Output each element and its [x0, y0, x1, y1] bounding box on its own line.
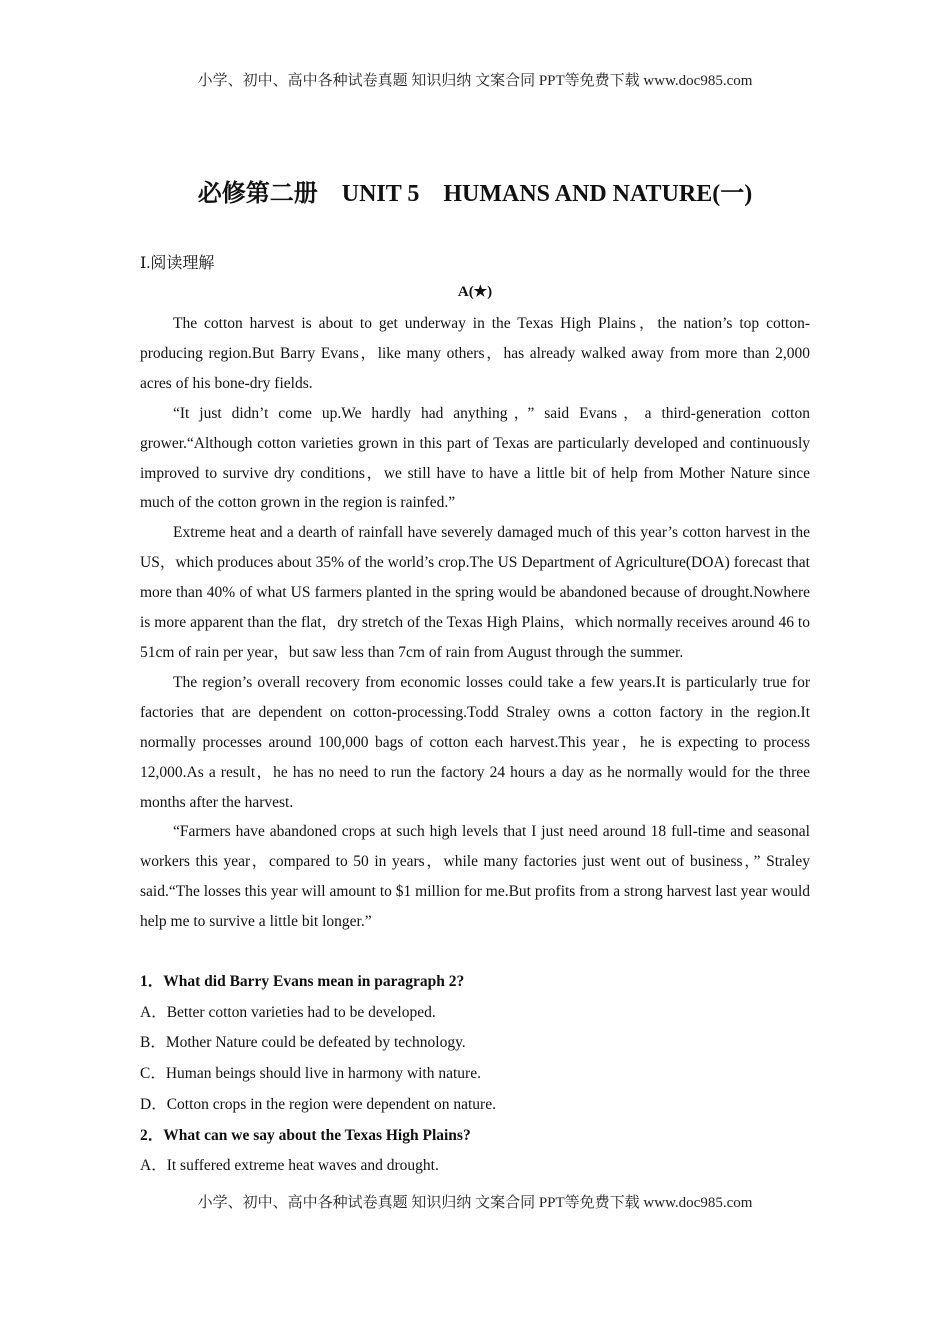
paragraph: The region’s overall recovery from economic losses could take a few years.It is particularly true for factories that are dependent on cotton-processing.Todd Straley owns a cotton factory in the region.It normally processes around 100,000 bags of cotton each harvest.This year，he is expecting to process 12,000.As a result，he has no need to run the factory 24 hours a day as he normally would for the three months after the harvest.	[140, 673, 810, 811]
page-title: 必修第二册 UNIT 5 HUMANS AND NATURE(一)	[197, 181, 753, 207]
paragraph: “It just didn’t come up.We hardly had anything，” said Evans，a third-generation cotton grower.“Although cotton varieties grown in this part of Texas are particularly developed and continuously improved to survive dry conditions，we still have to have a little bit of help from Mother Nature since much of the cotton grown in the region is rainfed.”	[140, 404, 810, 512]
page-footer: 小学、初中、高中各种试卷真题 知识归纳 文案合同 PPT等免费下载 www.doc985.com	[197, 1195, 753, 1211]
answer-option: D．Cotton crops in the region were dependent on nature.	[140, 1095, 496, 1113]
passage-label: A(★)	[457, 284, 493, 300]
answer-option: A．It suffered extreme heat waves and drought.	[140, 1157, 439, 1175]
answer-option: C．Human beings should live in harmony with nature.	[140, 1065, 481, 1083]
question-list	[140, 967, 810, 1182]
section-heading: Ⅰ.阅读理解	[140, 255, 215, 272]
answer-option: B．Mother Nature could be defeated by technology.	[140, 1034, 466, 1052]
paragraph: The cotton harvest is about to get underway in the Texas High Plains，the nation’s top cotton-producing region.But Barry Evans，like many others，has already walked away from more than 2,000 acres of his bone-dry fields.	[140, 315, 810, 392]
paragraph: “Farmers have abandoned crops at such high levels that I just need around 18 full-time and seasonal workers this year，compared to 50 in years，while many factories just went out of business，” Straley said.“The losses this year will amount to $1 million for me.But profits from a strong harvest last year would help me to survive a little bit longer.”	[140, 823, 810, 931]
question-stem: 2．What can we say about the Texas High Plains?	[140, 1126, 471, 1144]
passage-body	[140, 309, 810, 937]
answer-option: A．Better cotton varieties had to be developed.	[140, 1003, 436, 1021]
question-stem: 1．What did Barry Evans mean in paragraph 2?	[140, 973, 465, 990]
paragraph: Extreme heat and a dearth of rainfall have severely damaged much of this year’s cotton harvest in the US，which produces about 35% of the world’s crop.The US Department of Agriculture(DOA) forecast that more than 40% of what US farmers planted in the spring would be abandoned because of drought.Nowhere is more apparent than the flat，dry stretch of the Texas High Plains，which normally receives around 46 to 51cm of rain per year，but saw less than 7cm of rain from August through the summer.	[140, 524, 810, 661]
page-header: 小学、初中、高中各种试卷真题 知识归纳 文案合同 PPT等免费下载 www.doc985.com	[197, 73, 753, 89]
